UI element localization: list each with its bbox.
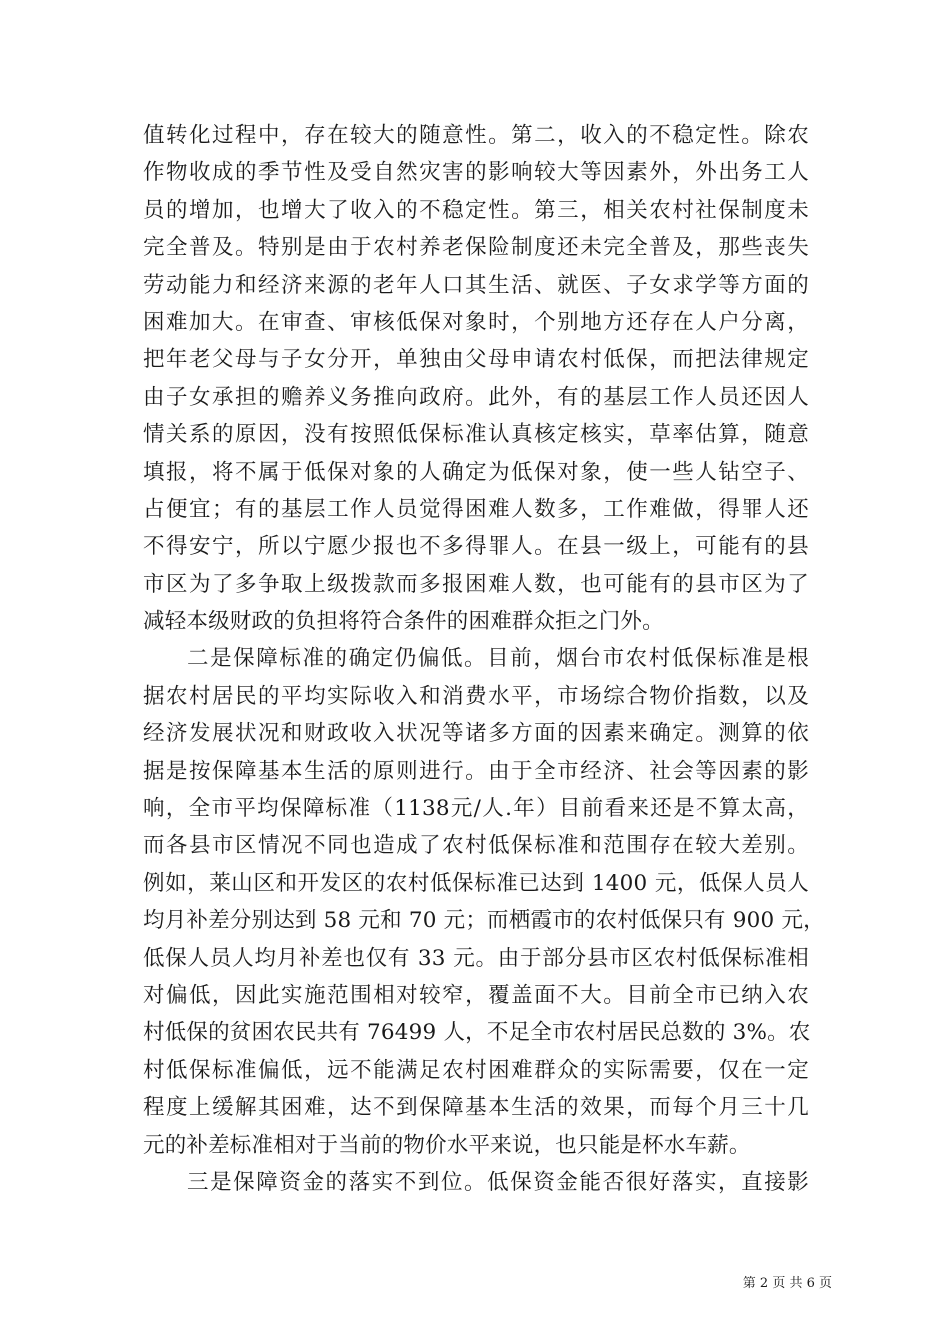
text-line: 把年老父母与子女分开，单独由父母申请农村低保，而把法律规定 [143, 347, 809, 373]
document-body [143, 117, 825, 1201]
text-line: 均月补差分别达到 58 元和 70 元；而栖霞市的农村低保只有 900 元， [143, 908, 825, 934]
text-line: 村低保标准偏低，远不能满足农村困难群众的实际需要，仅在一定 [143, 1057, 809, 1083]
text-line: 员的增加，也增大了收入的不稳定性。第三，相关农村社保制度未 [143, 197, 809, 223]
text-line: 情关系的原因，没有按照低保标准认真核定核实，草率估算，随意 [143, 422, 809, 448]
text-line: 困难加大。在审查、审核低保对象时，个别地方还存在人户分离， [143, 309, 809, 335]
text-line: 完全普及。特别是由于农村养老保险制度还未完全普及，那些丧失 [143, 235, 809, 261]
text-line: 而各县市区情况不同也造成了农村低保标准和范围存在较大差别。 [143, 833, 809, 859]
text-line: 村低保的贫困农民共有 76499 人，不足全市农村居民总数的 3%。农 [143, 1020, 811, 1046]
text-line: 减轻本级财政的负担将符合条件的困难群众拒之门外。 [143, 609, 664, 635]
text-line: 低保人员人均月补差也仅有 33 元。由于部分县市区农村低保标准相 [143, 945, 809, 971]
text-line: 据是按保障基本生活的原则进行。由于全市经济、社会等因素的影 [143, 758, 809, 784]
paragraph-start-line: 三是保障资金的落实不到位。低保资金能否很好落实，直接影 [187, 1169, 809, 1195]
text-line: 对偏低，因此实施范围相对较窄，覆盖面不大。目前全市已纳入农 [143, 982, 809, 1008]
text-line: 响，全市平均保障标准（1138元/人.年）目前看来还是不算太高， [143, 796, 809, 822]
text-line: 不得安宁，所以宁愿少报也不多得罪人。在县一级上，可能有的县 [143, 534, 809, 560]
text-line: 市区为了多争取上级拨款而多报困难人数，也可能有的县市区为了 [143, 571, 809, 597]
text-line: 值转化过程中，存在较大的随意性。第二，收入的不稳定性。除农 [143, 123, 809, 148]
text-line: 元的补差标准相对于当前的物价水平来说，也只能是杯水车薪。 [143, 1132, 751, 1158]
text-line: 劳动能力和经济来源的老年人口其生活、就医、子女求学等方面的 [143, 272, 809, 298]
text-line: 占便宜；有的基层工作人员觉得困难人数多，工作难做，得罪人还 [143, 496, 809, 522]
text-line: 例如，莱山区和开发区的农村低保标准已达到 1400 元，低保人员人 [143, 870, 809, 896]
text-line: 程度上缓解其困难，达不到保障基本生活的效果，而每个月三十几 [143, 1095, 809, 1121]
paragraph-start-line: 二是保障标准的确定仍偏低。目前，烟台市农村低保标准是根 [187, 646, 809, 672]
text-line: 由子女承担的赡养义务推向政府。此外，有的基层工作人员还因人 [143, 384, 809, 410]
page-number-footer: 第 2 页 共 6 页 [742, 1276, 832, 1291]
text-line: 作物收成的季节性及受自然灾害的影响较大等因素外，外出务工人 [143, 160, 809, 186]
text-line: 填报，将不属于低保对象的人确定为低保对象，使一些人钻空子、 [143, 459, 809, 485]
text-line: 经济发展状况和财政收入状况等诸多方面的因素来确定。测算的依 [143, 721, 809, 747]
text-line: 据农村居民的平均实际收入和消费水平，市场综合物价指数，以及 [143, 683, 809, 709]
